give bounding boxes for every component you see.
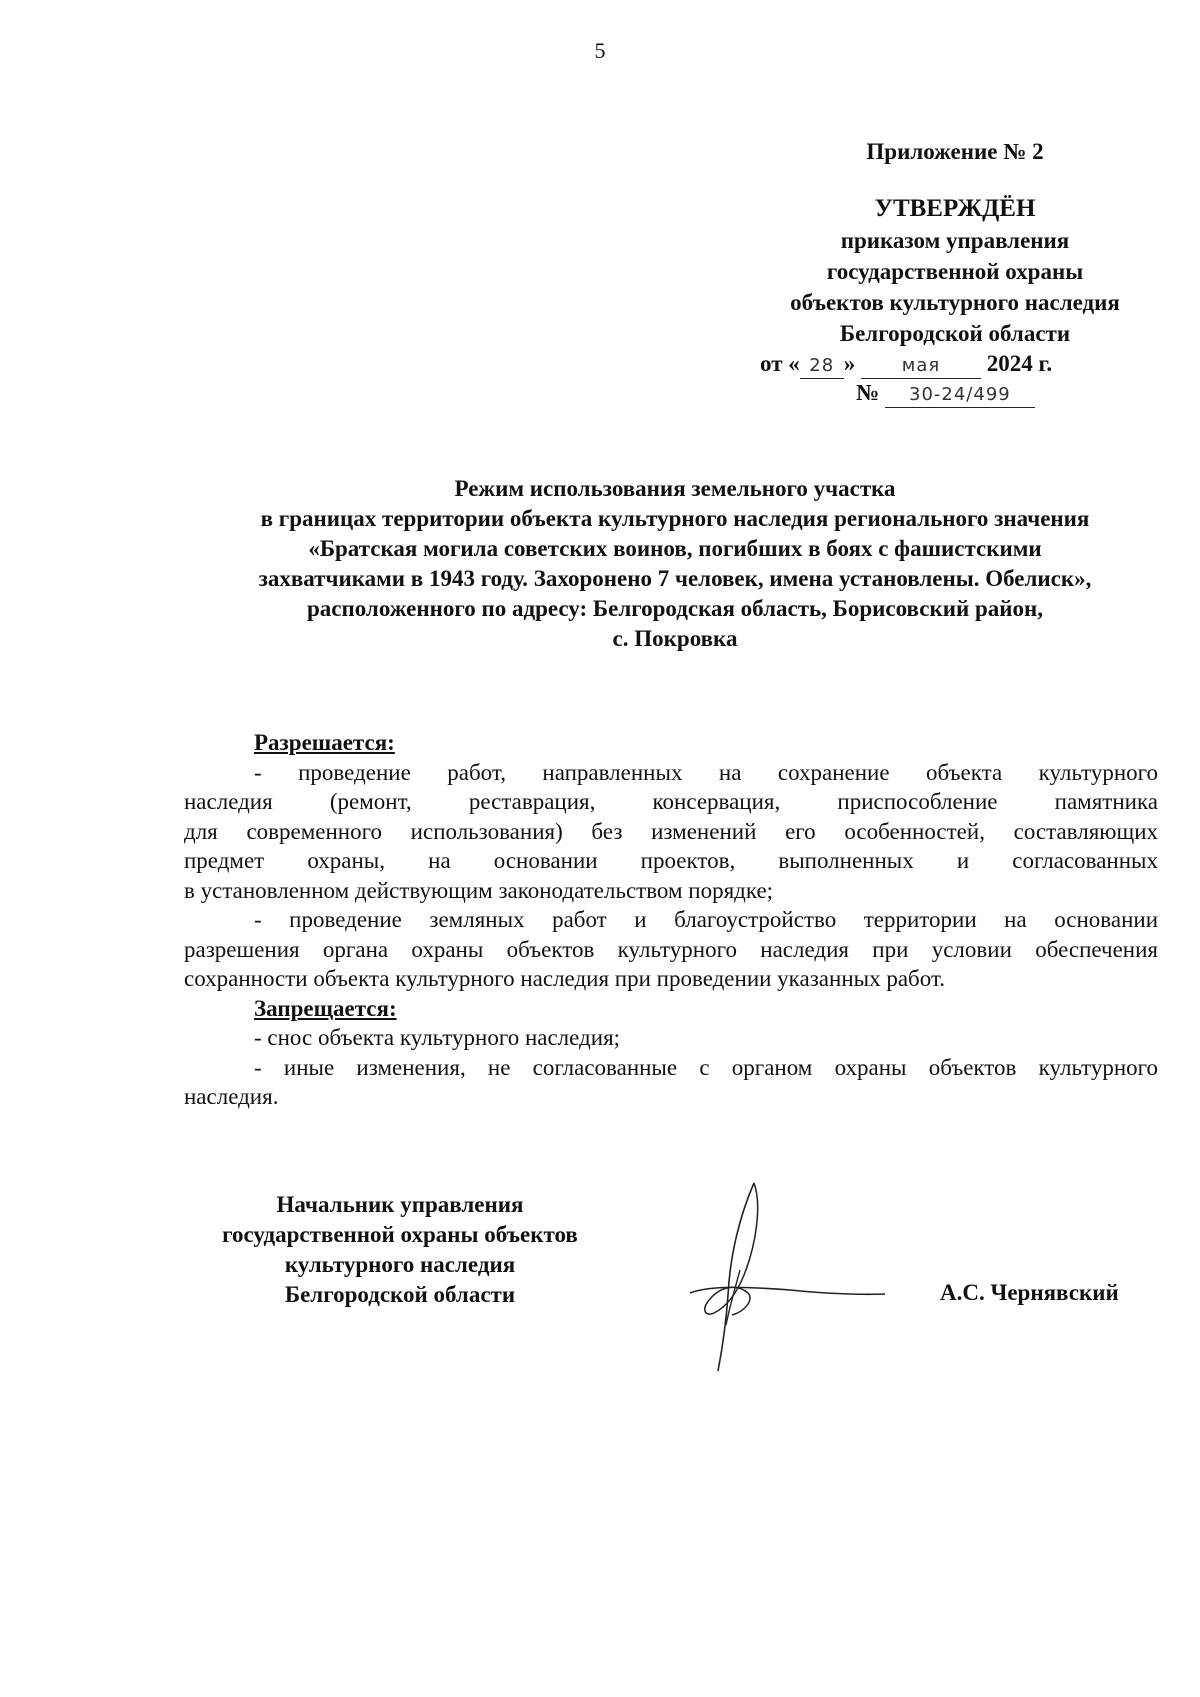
date-mid: » (843, 351, 856, 376)
date-year: 2024 г. (986, 351, 1053, 376)
number-value: 30-24/499 (885, 383, 1035, 408)
allowed-item-line: - проведение земляных работ и благоустройство территории на основании (254, 907, 1158, 932)
forbidden-item: - снос объекта культурного наследия; (254, 1025, 621, 1050)
title-line: расположенного по адресу: Белгородская область, Борисовский район, (306, 596, 1044, 621)
position-line: Белгородской области (284, 1282, 516, 1307)
date-day: 28 (800, 354, 844, 379)
title-line: «Братская могила советских воинов, погибших в боях с фашистскими (308, 536, 1042, 561)
approval-date (760, 351, 1052, 379)
allowed-heading: Разрешается: (254, 730, 395, 755)
date-month: мая (861, 354, 981, 379)
signatory-position (180, 1190, 620, 1310)
number-prefix: № (856, 380, 880, 405)
allowed-item-line: - проведение работ, направленных на сохранение объекта культурного (254, 759, 1158, 785)
allowed-item-line: наследия (ремонт, реставрация, консервация, приспособление памятника (184, 789, 1158, 814)
regulations-body (184, 728, 1158, 1112)
approval-line: приказом управления (840, 228, 1070, 253)
document-title (180, 474, 1170, 654)
approval-number (856, 380, 1035, 408)
approval-line: Белгородской области (839, 321, 1071, 346)
handwritten-signature (670, 1175, 900, 1375)
allowed-item-line: сохранности объекта культурного наследия при проведении указанных работ. (184, 966, 946, 991)
forbidden-item-line: - иные изменения, не согласованные с органом охраны объектов культурного (254, 1054, 1158, 1080)
title-line: в границах территории объекта культурного наследия регионального значения (260, 506, 1090, 531)
position-line: культурного наследия (284, 1252, 516, 1277)
position-line: государственной охраны объектов (222, 1222, 578, 1247)
allowed-item-line: предмет охраны, на основании проектов, выполненных и согласованных (184, 848, 1158, 873)
approval-line: государственной охраны (826, 259, 1084, 284)
position-line: Начальник управления (276, 1192, 524, 1217)
allowed-item-line: разрешения органа охраны объектов культурного наследия при условии обеспечения (184, 936, 1158, 962)
allowed-item-line: для современного использования) без изменений его особенностей, составляющих (184, 818, 1158, 844)
signer-name: А.С. Чернявский (940, 1280, 1119, 1305)
forbidden-item-line: наследия. (184, 1084, 279, 1109)
date-prefix: от « (760, 351, 800, 376)
approval-line: объектов культурного наследия (790, 290, 1120, 315)
forbidden-heading: Запрещается: (254, 995, 397, 1021)
approved-label: УТВЕРЖДЁН (874, 195, 1036, 222)
allowed-item-line: в установленном действующим законодательством порядке; (184, 877, 774, 903)
title-line: захватчиками в 1943 году. Захоронено 7 человек, имена установлены. Обелиск», (258, 566, 1092, 591)
title-line: с. Покровка (612, 626, 738, 651)
page-number: 5 (594, 38, 606, 63)
appendix-label: Приложение № 2 (866, 139, 1044, 164)
title-line: Режим использования земельного участка (454, 476, 896, 501)
